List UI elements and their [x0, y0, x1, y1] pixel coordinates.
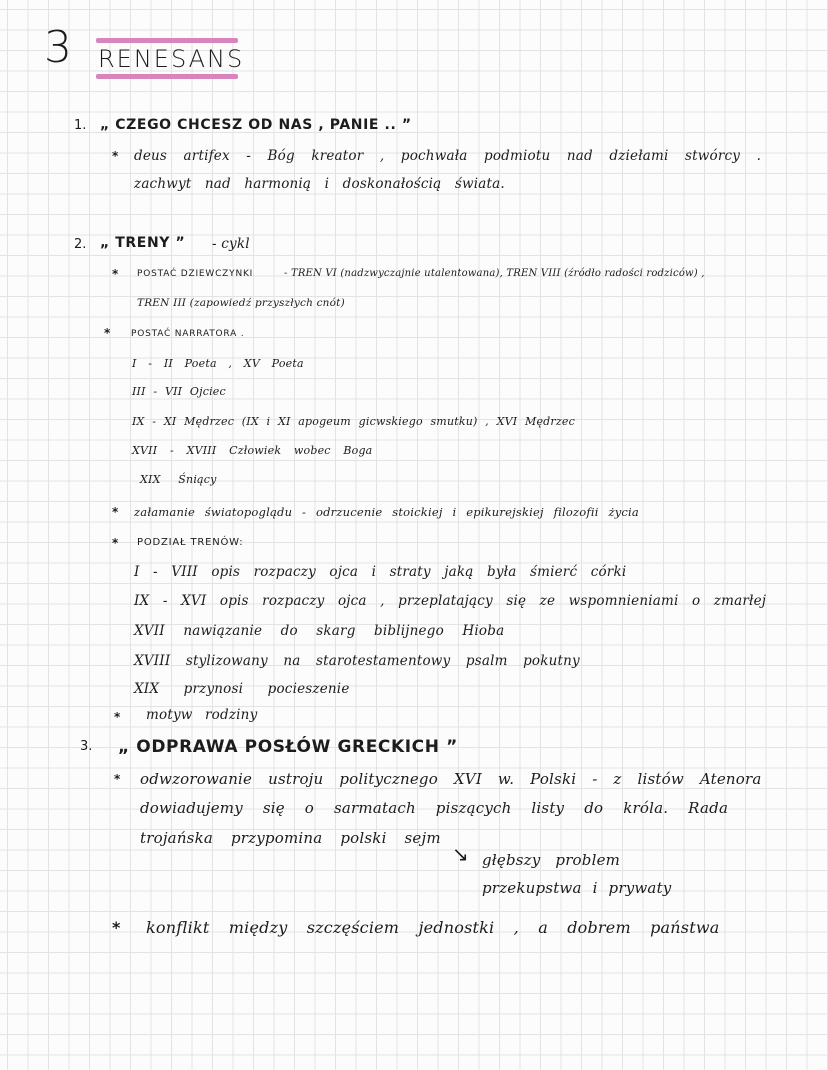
section-1-line-2: zachwyt nad harmonią i doskonałością świata. [134, 176, 505, 192]
podzial-line-3: XVII nawiązanie do skarg biblijnego Hioba [134, 623, 505, 639]
section-1-title: „ CZEGO CHCESZ OD NAS , PANIE .. ” [100, 117, 412, 133]
section-2-title: „ TRENY ” [100, 235, 186, 251]
section-2-number: 2. [74, 237, 87, 252]
chapter-number: 3 [44, 22, 72, 73]
podzial-line-1: I - VIII opis rozpaczy ojca i straty jaką była śmierć córki [134, 564, 627, 580]
arrow-icon: ↘ [452, 842, 469, 866]
section-3-line-1: odwzorowanie ustroju politycznego XVI w. Polski - z listów Atenora [140, 770, 762, 788]
section-3-line-2: dowiadujemy się o sarmatach piszących listy do króla. Rada [140, 799, 729, 817]
postac-dziewczynki-heading: POSTAĆ DZIEWCZYNKI [137, 269, 254, 279]
narrator-line-4: XVII - XVIII Człowiek wobec Boga [132, 444, 373, 457]
narrator-line-2: III - VII Ojciec [132, 385, 226, 398]
motyw-line: motyw rodziny [146, 707, 258, 723]
podzial-heading: PODZIAŁ TRENÓW: [137, 537, 244, 548]
narrator-line-3: IX - XI Mędrzec (IX i XI apogeum gicwskiego smutku) , XVI Mędrzec [132, 415, 575, 428]
section-1-line-1: deus artifex - Bóg kreator , pochwała podmiotu nad dziełami stwórcy . [134, 148, 762, 164]
podzial-line-2: IX - XVI opis rozpaczy ojca , przeplatający się ze wspomnieniami o zmarłej [134, 593, 767, 609]
chapter-title: RENESANS [98, 45, 245, 73]
section-3-number: 3. [80, 739, 93, 754]
section-1-bullet: * [112, 149, 119, 163]
section-2-bullet-4: * [112, 536, 119, 550]
title-highlight-top [96, 38, 238, 43]
section-3-line-4: konflikt między szczęściem jednostki , a dobrem państwa [146, 918, 720, 937]
section-3-title: „ ODPRAWA POSŁÓW GRECKICH ” [118, 737, 458, 757]
podzial-line-5: XIX przynosi pocieszenie [134, 681, 350, 697]
section-2-bullet-1: * [112, 267, 119, 281]
section-2-bullet-5: * [114, 710, 121, 724]
section-3-bullet-2: * [112, 918, 121, 937]
section-3-bullet-1: * [114, 772, 121, 786]
section-3-line-3: trojańska przypomina polski sejm [140, 829, 441, 847]
arrow-note-line-1: głębszy problem [482, 851, 621, 869]
narrator-line-5: XIX Śniący [140, 473, 217, 486]
zalamanie-line: załamanie światopoglądu - odrzucenie stoickiej i epikurejskiej filozofii życia [134, 505, 639, 519]
podzial-line-4: XVIII stylizowany na starotestamentowy psalm pokutny [134, 653, 580, 669]
title-highlight-bottom [96, 74, 238, 79]
postac-narratora-heading: POSTAĆ NARRATORA . [131, 329, 245, 339]
dziewczynki-line-1: - TREN VI (nadzwyczajnie utalentowana), TREN VIII (źródło radości rodziców) , [284, 268, 705, 279]
dziewczynki-line-2: TREN III (zapowiedź przyszłych cnót) [137, 297, 345, 309]
section-2-bullet-3: * [112, 505, 119, 519]
arrow-note-line-2: przekupstwa i prywaty [482, 879, 672, 897]
section-1-number: 1. [74, 118, 87, 133]
narrator-line-1: I - II Poeta , XV Poeta [132, 357, 304, 370]
section-2-bullet-2: * [104, 326, 111, 340]
section-2-subtitle: - cykl [212, 236, 250, 252]
